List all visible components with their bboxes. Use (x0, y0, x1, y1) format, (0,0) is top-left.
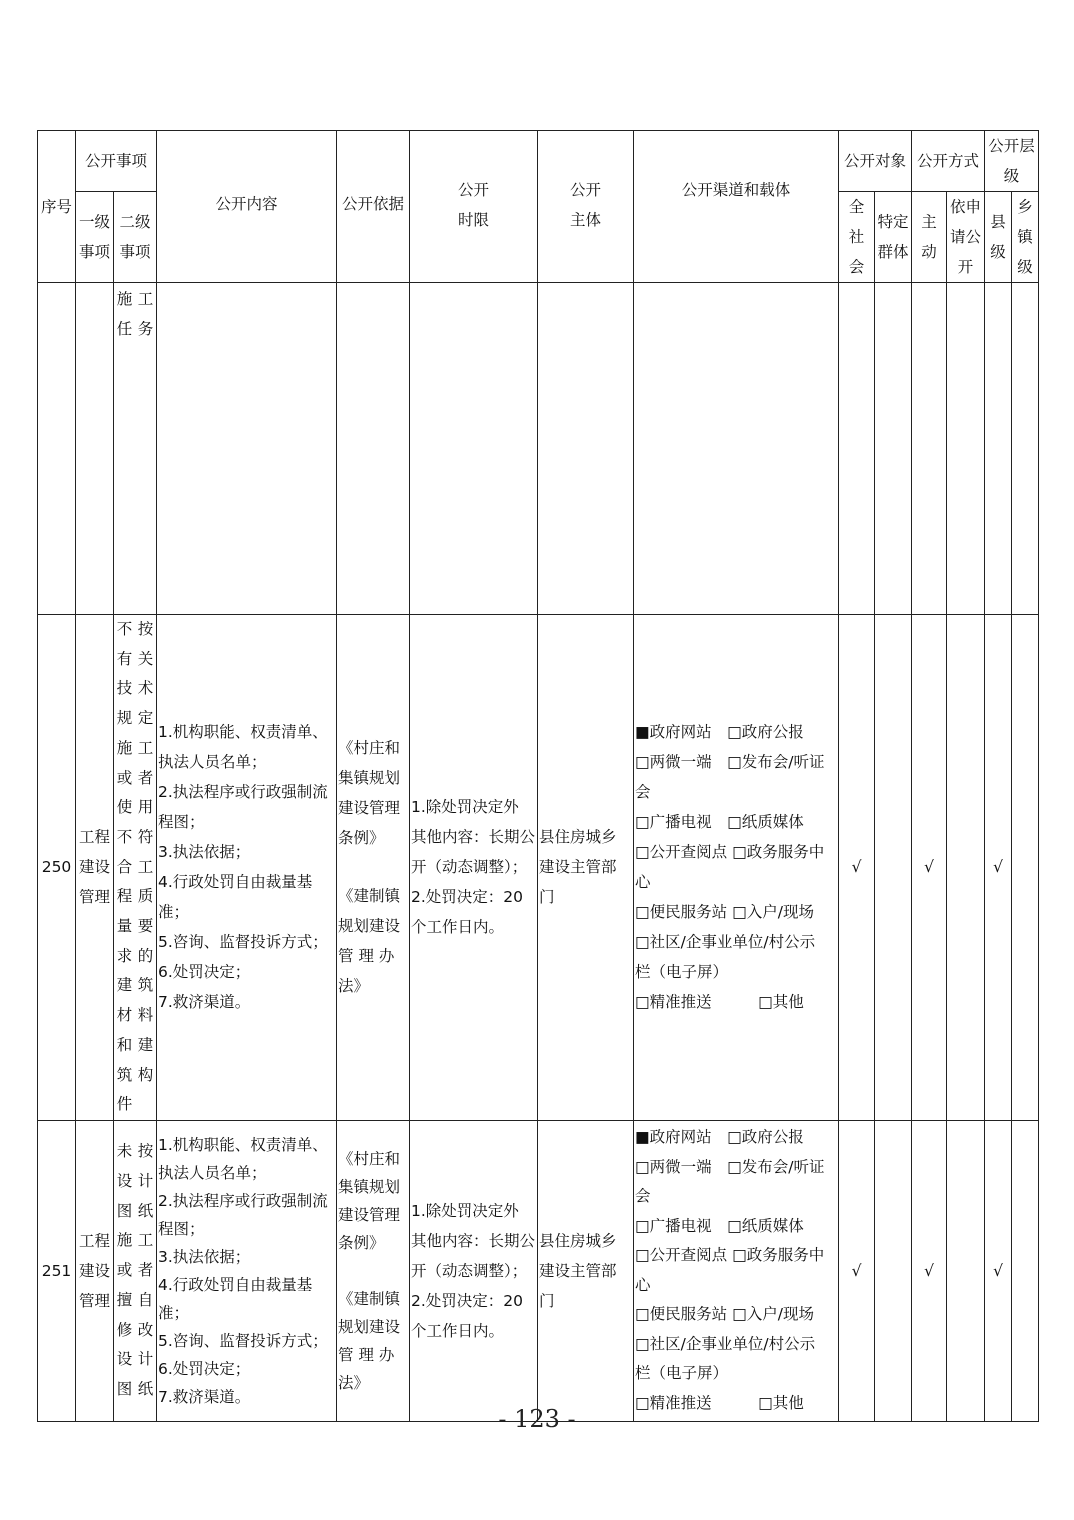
level2-char: 计 (137, 1171, 154, 1190)
level2-char: 要 (137, 917, 154, 936)
level2-char: 和 (116, 1035, 133, 1054)
header-channel: 公开渠道和载体 (634, 131, 839, 283)
level2-char: 的 (137, 946, 154, 965)
cell-level2: 施 工 任 务 (114, 283, 157, 615)
level2-char: 施 (116, 738, 133, 757)
header-level: 公开层 级 (985, 131, 1039, 192)
level2-char: 或 (116, 1261, 133, 1280)
level2-char: 程 (116, 887, 133, 906)
cell-time-limit: 1.除处罚决定外 其他内容：长期公 开（动态调整）； 2.处罚决定：20 个工作日内。 (410, 615, 538, 1121)
cell-seq (38, 283, 76, 615)
level2-char: 技 (116, 679, 133, 698)
level2-char: 改 (137, 1320, 154, 1339)
level2-char: 计 (137, 1350, 154, 1369)
cell-level1: 工程 建设 管理 (76, 1120, 114, 1421)
header-basis: 公开依据 (337, 131, 410, 283)
cell-target-specific (875, 1120, 912, 1421)
level2-char: 有 (116, 649, 133, 668)
cell-content: 1.机构职能、权责清单、 执法人员名单； 2.执法程序或行政强制流 程图； 3.执法依据； 4.行政处罚自由裁量基 准； 5.咨询、监督投诉方式； 6.处罚决定； 7.救济渠道。 (157, 1120, 337, 1421)
level2-char: 擅 (116, 1290, 133, 1309)
level2-char: 建 (137, 1035, 154, 1054)
level2-char: 定 (137, 709, 154, 728)
header-seq: 序号 (38, 131, 76, 283)
cell-level-county: √ (985, 1120, 1012, 1421)
page-number: - 123 - (498, 1405, 576, 1433)
level2-char: 图 (116, 1201, 133, 1220)
level2-char: 规 (116, 709, 133, 728)
level2-char: 施 (116, 1231, 133, 1250)
level2-char: 或 (116, 768, 133, 787)
header-level1: 一级 事项 (76, 192, 114, 283)
cell-channel: ■政府网站 □政府公报 □两微一端 □发布会/听证 会 □广播电视 □纸质媒体 □公开查阅点 □政务服务中 心 □便民服务站 □入户/现场 □社区/企事业单位/村公示 栏（电子屏） □精准推送 □其他 (634, 1120, 839, 1421)
header-target: 公开对象 (839, 131, 912, 192)
level2-char: 修 (116, 1320, 133, 1339)
cell-target-specific (875, 615, 912, 1121)
level2-char: 纸 (137, 1201, 154, 1220)
cell-seq: 250 (38, 615, 76, 1121)
level2-char: 筑 (137, 976, 154, 995)
cell-level1 (76, 283, 114, 615)
continued-row (38, 283, 1039, 615)
cell-level1: 工程 建设 管理 (76, 615, 114, 1121)
level2-char: 材 (116, 1006, 133, 1025)
level2-char: 自 (137, 1290, 154, 1309)
cell-subject: 县住房城乡 建设主管部 门 (538, 615, 634, 1121)
level2-char: 按 (137, 620, 154, 638)
cell-seq: 251 (38, 1120, 76, 1421)
level2-char: 建 (116, 976, 133, 995)
cell-basis: 《村庄和 集镇规划 建设管理 条例》 《建制镇 规划建设 管 理 办 法》 (337, 615, 410, 1121)
cell-level-town (1012, 615, 1039, 1121)
header-content: 公开内容 (157, 131, 337, 283)
level2-char: 工 (137, 1231, 154, 1250)
level2-char: 料 (137, 1006, 154, 1025)
table-row (38, 615, 1039, 1121)
disclosure-table (37, 130, 1039, 1422)
cell-mode-active: √ (912, 615, 947, 1121)
cell-subject: 县住房城乡 建设主管部 门 (538, 1120, 634, 1421)
level2-char: 未 (116, 1142, 133, 1161)
level2-char: 量 (116, 917, 133, 936)
cell-channel: ■政府网站 □政府公报 □两微一端 □发布会/听证 会 □广播电视 □纸质媒体 □公开查阅点 □政务服务中 心 □便民服务站 □入户/现场 □社区/企事业单位/村公示 栏（电子屏） □精准推送 □其他 (634, 615, 839, 1121)
level2-char: 纸 (137, 1379, 154, 1398)
level2-char: 合 (116, 857, 133, 876)
level2-char: 工 (137, 857, 154, 876)
level2-char: 不 (116, 620, 133, 638)
level2-char: 按 (137, 1142, 154, 1161)
cell-mode-request (947, 615, 985, 1121)
header-level-county: 县 级 (985, 192, 1012, 283)
header-time-limit: 公开 时限 (410, 131, 538, 283)
cell-level-county: √ (985, 615, 1012, 1121)
cell-target-all: √ (839, 615, 875, 1121)
cell-level-town (1012, 1120, 1039, 1421)
level2-char: 设 (116, 1171, 133, 1190)
header-subject: 公开 主体 (538, 131, 634, 283)
level2-char: 求 (116, 946, 133, 965)
header-target-all: 全 社 会 (839, 192, 875, 283)
header-level2: 二级 事项 (114, 192, 157, 283)
header-mode: 公开方式 (912, 131, 985, 192)
cell-basis: 《村庄和 集镇规划 建设管理 条例》 《建制镇 规划建设 管 理 办 法》 (337, 1120, 410, 1421)
level2-char: 者 (137, 768, 154, 787)
header-items: 公开事项 (76, 131, 157, 192)
level2-char: 使 (116, 798, 133, 817)
level2-char: 构 (137, 1065, 154, 1084)
header-mode-active: 主 动 (912, 192, 947, 283)
cell-target-all: √ (839, 1120, 875, 1421)
level2-char: 工 (137, 738, 154, 757)
level2-char: 筑 (116, 1065, 133, 1084)
header-mode-request: 依申 请公 开 (947, 192, 985, 283)
cell-level2 (114, 1120, 157, 1421)
cell-mode-request (947, 1120, 985, 1421)
table-row (38, 1120, 1039, 1421)
header-level-town: 乡 镇 级 (1012, 192, 1039, 283)
cell-mode-active: √ (912, 1120, 947, 1421)
level2-char: 术 (137, 679, 154, 698)
level2-char: 用 (137, 798, 154, 817)
cell-level2 (114, 615, 157, 1121)
level2-char: 设 (116, 1350, 133, 1369)
header-row-1 (38, 131, 1039, 192)
level2-char: 者 (137, 1261, 154, 1280)
level2-char: 件 (116, 1095, 133, 1114)
level2-char: 质 (137, 887, 154, 906)
cell-content: 1.机构职能、权责清单、 执法人员名单； 2.执法程序或行政强制流 程图； 3.执法依据； 4.行政处罚自由裁量基 准； 5.咨询、监督投诉方式； 6.处罚决定； 7.救济渠道。 (157, 615, 337, 1121)
cell-time-limit: 1.除处罚决定外 其他内容：长期公 开（动态调整）； 2.处罚决定：20 个工作日内。 (410, 1120, 538, 1421)
level2-char: 图 (116, 1379, 133, 1398)
level2-char: 关 (137, 649, 154, 668)
level2-char: 不 (116, 827, 133, 846)
header-target-specific: 特定 群体 (875, 192, 912, 283)
level2-char: 符 (137, 827, 154, 846)
